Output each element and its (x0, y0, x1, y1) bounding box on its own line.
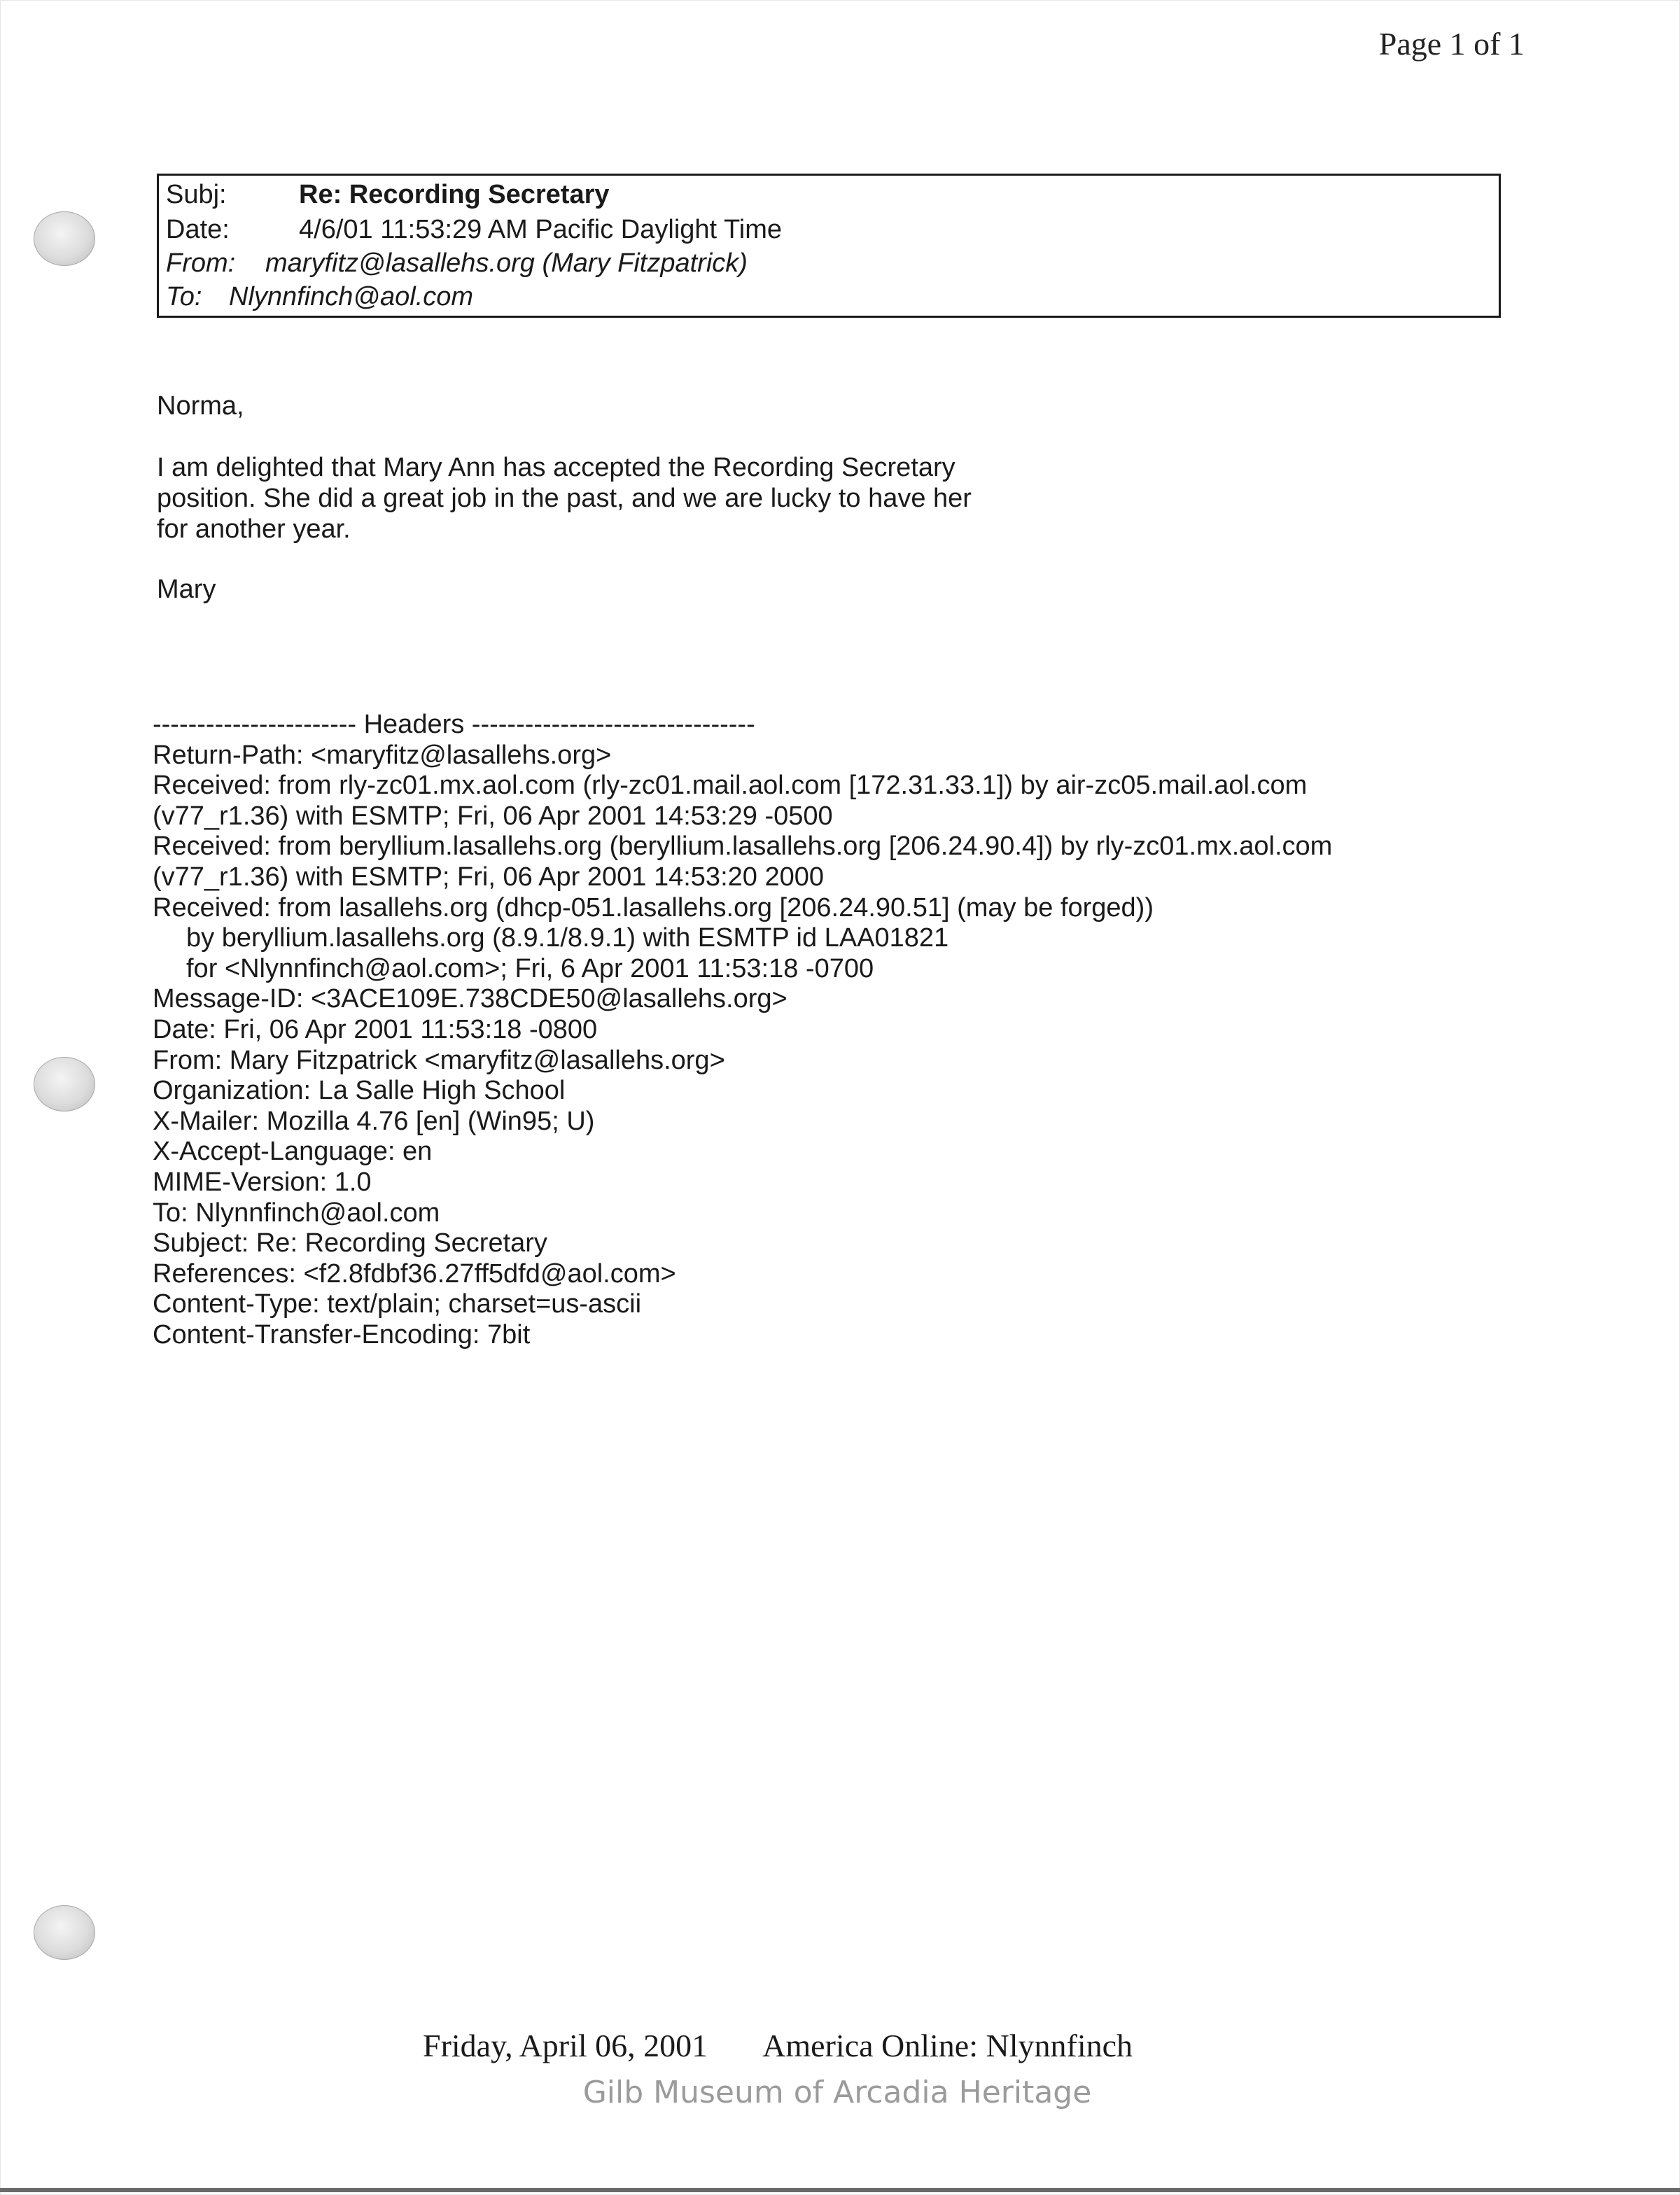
from-row (166, 248, 748, 279)
punch-hole (34, 1905, 95, 1960)
header-line: MIME-Version: 1.0 (153, 1167, 372, 1197)
header-line: Organization: La Salle High School (153, 1076, 566, 1106)
print-footer (423, 2027, 1133, 2064)
header-line: Received: from beryllium.lasallehs.org (beryllium.lasallehs.org [206.24.90.4]) by rly-zc01.mx.aol.com (153, 832, 1333, 862)
footer-date: Friday, April 06, 2001 (423, 2028, 708, 2063)
greeting: Norma, (157, 391, 244, 421)
from-label: From: (166, 248, 236, 278)
header-line: Received: from rly-zc01.mx.aol.com (rly-zc01.mail.aol.com [172.31.33.1]) by air-zc05.mail.aol.com (153, 771, 1308, 801)
headers-divider: ----------------------- Headers -------------------------------- (153, 710, 755, 739)
watermark-text: Gilb Museum of Arcadia Heritage (582, 2075, 1092, 2110)
header-line: From: Mary Fitzpatrick <maryfitz@lasallehs.org> (153, 1045, 725, 1075)
footer-service: America Online: Nlynnfinch (762, 2028, 1133, 2063)
signoff: Mary (157, 575, 216, 604)
header-line: (v77_r1.36) with ESMTP; Fri, 06 Apr 2001 14:53:20 2000 (153, 862, 824, 892)
header-line: (v77_r1.36) with ESMTP; Fri, 06 Apr 2001 14:53:29 -0500 (153, 801, 833, 831)
watermark (0, 2075, 1680, 2110)
date-value: 4/6/01 11:53:29 AM Pacific Daylight Time (299, 215, 782, 244)
to-label: To: (166, 282, 202, 311)
page-number: Page 1 of 1 (1378, 26, 1525, 62)
punch-hole (34, 211, 95, 266)
scan-bottom-edge (0, 2188, 1680, 2192)
subject-value: Re: Recording Secretary (299, 180, 610, 209)
to-value: Nlynnfinch@aol.com (229, 282, 474, 311)
paragraph-line: I am delighted that Mary Ann has accepted the Recording Secretary (157, 453, 955, 482)
header-line: X-Mailer: Mozilla 4.76 [en] (Win95; U) (153, 1106, 595, 1136)
message-header-box (157, 174, 1501, 318)
punch-hole (34, 1057, 95, 1111)
subject-row (166, 180, 610, 210)
header-line: Message-ID: <3ACE109E.738CDE50@lasallehs.org> (153, 984, 788, 1014)
header-line: References: <f2.8fdbf36.27ff5dfd@aol.com> (153, 1258, 676, 1289)
paragraph-line: for another year. (157, 514, 351, 544)
header-line: Subject: Re: Recording Secretary (153, 1228, 547, 1258)
header-line: Date: Fri, 06 Apr 2001 11:53:18 -0800 (153, 1014, 598, 1044)
header-line: Received: from lasallehs.org (dhcp-051.lasallehs.org [206.24.90.51] (may be forged)) (153, 892, 1154, 923)
message-paragraph (157, 452, 972, 545)
to-row (166, 282, 473, 312)
header-line: X-Accept-Language: en (153, 1137, 433, 1167)
date-row (166, 215, 782, 245)
header-line: by beryllium.lasallehs.org (8.9.1/8.9.1) with ESMTP id LAA01821 (186, 923, 949, 953)
date-label: Date: (166, 215, 230, 244)
header-line: for <Nlynnfinch@aol.com>; Fri, 6 Apr 2001 11:53:18 -0700 (186, 953, 874, 983)
header-line: To: Nlynnfinch@aol.com (153, 1198, 440, 1228)
raw-headers-block (153, 710, 1332, 1350)
paragraph-line: position. She did a great job in the past, and we are lucky to have her (157, 484, 972, 513)
subject-label: Subj: (166, 180, 227, 209)
header-line: Content-Transfer-Encoding: 7bit (153, 1319, 531, 1349)
from-value: maryfitz@lasallehs.org (Mary Fitzpatrick) (265, 248, 748, 278)
header-line: Content-Type: text/plain; charset=us-ascii (153, 1289, 642, 1319)
header-line: Return-Path: <maryfitz@lasallehs.org> (153, 740, 612, 770)
